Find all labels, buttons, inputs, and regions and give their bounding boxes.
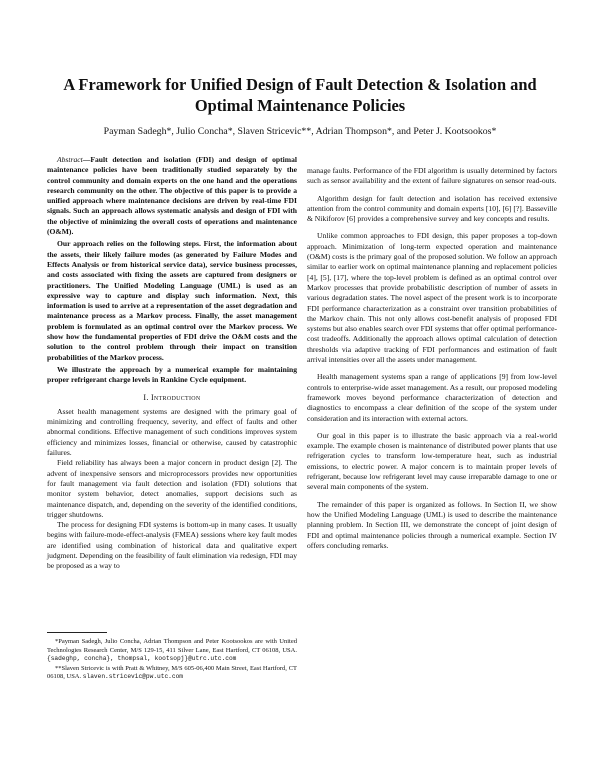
footnote-2 [47,665,297,682]
footnote-1-text: *Payman Sadegh, Julio Concha, Adrian Thompson and Peter Kootsookos are with United Technologies Research Center, M/S 129-15, 411 Silver Lane, East Hartford, CT 06108, USA. [47,638,297,654]
intro-paragraph-1: Asset health management systems are designed with the primary goal of minimizing and controlling frequency, severity, and effect of faults and other abnormal conditions. Effective management of such conditions improves system efficiency and minimizes losses, financial or otherwise, caused by catastrophic failures. [47,406,297,458]
footnote-2-text: **Slaven Stricevic is with Pratt & Whitney, M/S 605-06,400 Main Street, East Hartford, CT 06108, USA. [47,664,297,681]
right-paragraph-5: Our goal in this paper is to illustrate the basic approach via a real-world example. The example chosen is maintenance of distributed power plants that use refrigeration cycles to transform low-temperature heat, such as industrial emissions, to electric power. A major concern is to maintain proper levels of refrigerant, because low refrigerant level may cause irreparable damage to one or several main components of the system. [307,430,557,492]
abstract-text-1: Fault detection and isolation (FDI) and design of optimal maintenance policies have been traditionally studied separately by the control community and domain experts on the one hand and the operations research community on the other. The objective of this paper is to provide a unified approach where maintenance decisions are driven by real-time FDI signals. Such an approach allows systematic analysis and design of FDI with the objective of minimizing the overall costs of operations and maintenance (O&M). [47,155,297,237]
abstract-paragraph-1 [47,155,297,237]
abstract-label: Abstract [57,155,83,164]
right-paragraph-3: Unlike common approaches to FDI design, this paper proposes a top-down approach. Minimization of long-term expected operation and maintenance (O&M) costs is the primary goal of the proposed solution. We follow an approach similar to earlier work on optimal maintenance planning and replacement policies [4], [5], [17], where the top-level problem is defined as an optimal control over Markov processes that provide probabilistic description of number of assets in various degradation states. The novel aspect of the present work is to incorporate FDI performance characterization as a constraint over transition probabilities of the Markov chain. This not only allows cost-benefit analysis of proposed FDI systems but also enables search over FDI systems that offer optimal performance-cost tradeoffs. Additionally the approach allows optimal calculation of detection thresholds via adaptive tracking of FDI performances and estimation of fault arrival intensities over all the assets under management. [307,231,557,365]
abstract-dash: — [82,155,91,164]
introduction-body [47,407,297,572]
right-paragraph-4: Health management systems span a range of applications [9] from low-level controls to enterprise-wide asset management. As a result, our proposed modeling framework moves beyond performance characterization of detection and diagnostics to encompass a clear definition of the scope of the system under consideration and its interaction with external actors. [307,372,557,423]
intro-paragraph-3: The process for designing FDI systems is bottom-up in many cases. It usually begins with failure-mode-effect-analysis (FMEA) sessions where key fault modes are identified using combination of historical data and qualitative expert judgment. Depending on the feasibility of fault elimination via redesign, FDI may be proposed as a way to [47,520,297,571]
right-paragraph-6: The remainder of this paper is organized as follows. In Section II, we show how the Unified Modeling Language (UML) is used to describe the maintenance planning problem. In Section III, we demonstrate the concept of joint design of FDI and optimal maintenance policies through a numerical example. Section IV offers concluding remarks. [307,499,557,550]
footnote-1 [47,638,297,664]
right-paragraph-1: manage faults. Performance of the FDI algorithm is usually determined by factors such as sensor availability and the extent of failure signatures on sensor read-outs. [307,166,557,186]
footnotes [47,638,297,683]
footnote-rule [47,632,107,633]
abstract [47,155,297,386]
abstract-paragraph-3: We illustrate the approach by a numerical example for maintaining proper refrigerant charge levels in Rankine Cycle equipment. [47,364,297,385]
right-column [307,166,557,558]
left-column [47,155,297,572]
right-paragraph-2: Algorithm design for fault detection and isolation has received extensive attention from the control community and domain experts [10], [6] [?]. Basseville & Nikiforov [6] provides a comprehensive survey and key concepts and results. [307,193,557,224]
paper-title: A Framework for Unified Design of Fault Detection & Isolation and Optimal Maintenance Policies [63,75,537,115]
footnote-1-email: {sadeghp, concha}, thompsal, kootsopj}@utrc.utc.com [47,655,237,663]
intro-paragraph-2: Field reliability has always been a major concern in product design [2]. The advent of inexpensive sensors and microprocessors provides new opportunities for fault management via fault detection and isolation (FDI) solutions that monitor system behavior, detect anomalies, support decisions such as maintenance dispatch, and, depending on the severity of the identified conditions, trigger shutdowns. [47,458,297,519]
section-heading-introduction: I. Introduction [143,392,201,402]
abstract-paragraph-2: Our approach relies on the following steps. First, the information about the assets, their likely failure modes (as generated by Failure Modes and Effects Analysis or from historical service data), service business processes, and costs associated with fixing the assets are captured from designers or practitioners. The Unified Modeling Language (UML) is used as an expressive way to capture and display such information. Next, this information is used to arrive at a representation of the asset degradation and maintenance process as a Markov process. Finally, the asset management problem is formulated as an optimal control over the Markov process. We show how the fundamental properties of FDI drive the O&M costs and the solution to the control problem through their impact on transition probabilities of the Markov process. [47,239,297,362]
author-list: Payman Sadegh*, Julio Concha*, Slaven Stricevic**, Adrian Thompson*, and Peter J. Kootsookos* [103,126,497,137]
footnote-2-email: slaven.stricevic@pw.utc.com [82,673,184,681]
